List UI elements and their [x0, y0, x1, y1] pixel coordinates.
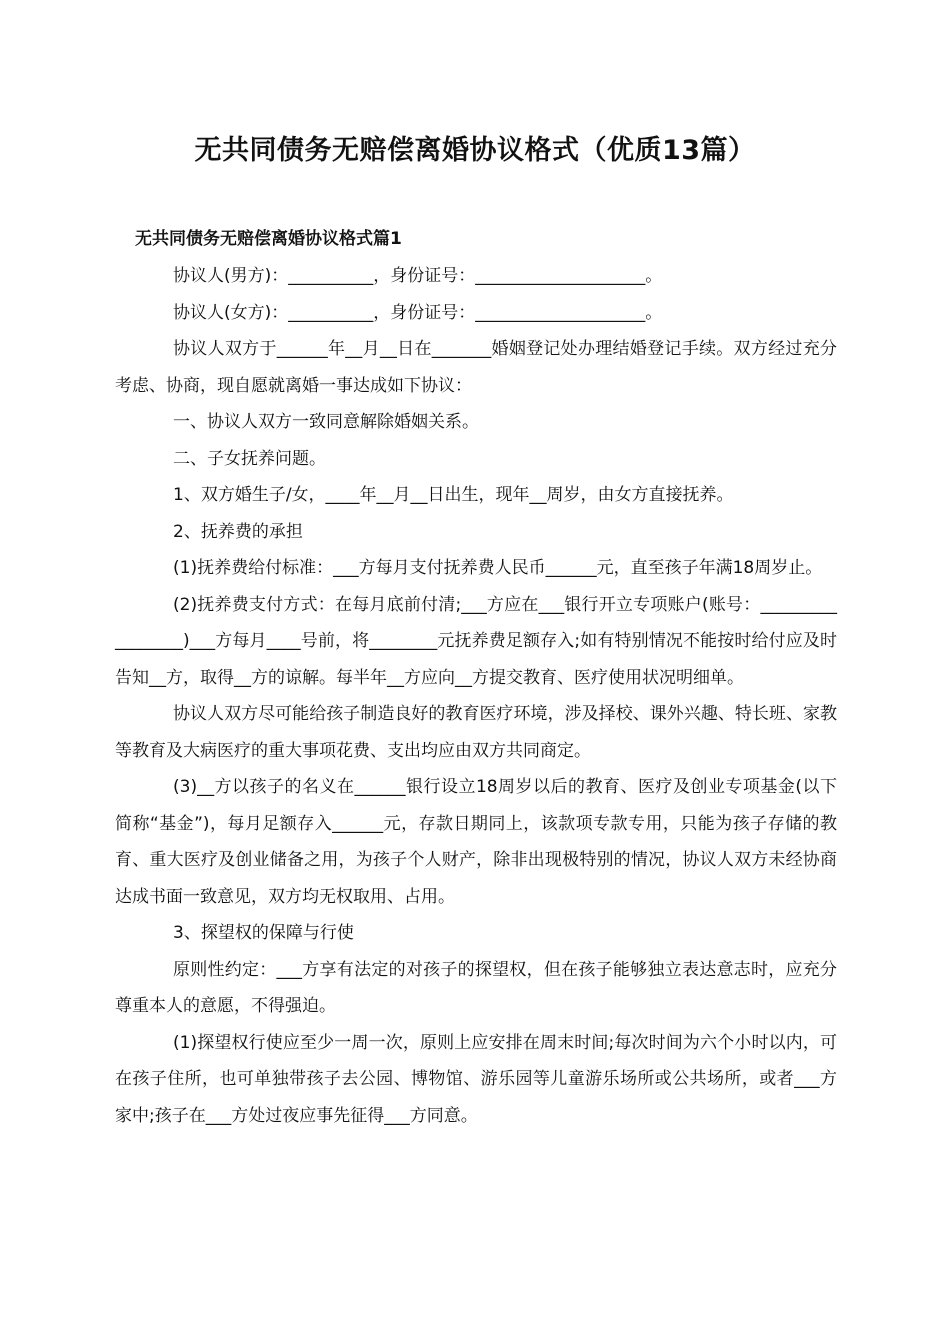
- paragraph-female-party: 协议人(女方)：__________，身份证号：____________________。: [173, 302, 663, 323]
- paragraph-male-party: 协议人(男方)：__________，身份证号：____________________。: [173, 266, 663, 286]
- paragraph-clause-2: 二、子女抚养问题。: [173, 448, 326, 469]
- paragraph-support-payment: (2)抚养费支付方式：在每月底前付清;___方应在___银行开立专项账户(账号：_________________)___方每月____号前，将________元抚养费足额存入;如有特别情况不能按时给付应及时告知__方，取得__方的谅解。每半年__方应向__方提交教育、医疗使用状况明细单。: [115, 594, 837, 688]
- paragraph-child-info: 1、双方婚生子/女，____年__月__日出生，现年__周岁，由女方直接抚养。: [173, 485, 734, 505]
- document-body: [115, 258, 837, 1134]
- document-title: 无共同债务无赔偿离婚协议格式（优质13篇）: [194, 135, 756, 166]
- section-heading: 无共同债务无赔偿离婚协议格式篇1: [135, 229, 402, 249]
- paragraph-support-standard: (1)抚养费给付标准：___方每月支付抚养费人民币______元，直至孩子年满18周岁止。: [173, 558, 823, 578]
- paragraph-education-environment: 协议人双方尽可能给孩子制造良好的教育医疗环境，涉及择校、课外兴趣、特长班、家教等教育及大病医疗的重大事项花费、支出均应由双方共同商定。: [115, 704, 837, 761]
- paragraph-visitation-principle: 原则性约定：___方享有法定的对孩子的探望权，但在孩子能够独立表达意志时，应充分尊重本人的意愿，不得强迫。: [115, 959, 837, 1016]
- paragraph-support-heading: 2、抚养费的承担: [173, 521, 303, 542]
- paragraph-visitation-heading: 3、探望权的保障与行使: [173, 923, 354, 943]
- paragraph-visitation-frequency: (1)探望权行使应至少一周一次，原则上应安排在周末时间;每次时间为六个小时以内，可在孩子住所，也可单独带孩子去公园、博物馆、游乐园等儿童游乐场所或公共场所，或者___方家中;孩子在___方处过夜应事先征得___方同意。: [115, 1032, 837, 1126]
- paragraph-education-fund: (3)__方以孩子的名义在______银行设立18周岁以后的教育、医疗及创业专项基金(以下简称“基金”)，每月足额存入______元，存款日期同上，该款项专款专用，只能为孩子存储的教育、重大医疗及创业储备之用，为孩子个人财产，除非出现极特别的情况，协议人双方未经协商达成书面一致意见，双方均无权取用、占用。: [115, 777, 837, 907]
- paragraph-clause-1: 一、协议人双方一致同意解除婚姻关系。: [173, 412, 479, 432]
- paragraph-marriage-registration: 协议人双方于______年__月__日在_______婚姻登记处办理结婚登记手续。双方经过充分考虑、协商，现自愿就离婚一事达成如下协议：: [115, 339, 837, 396]
